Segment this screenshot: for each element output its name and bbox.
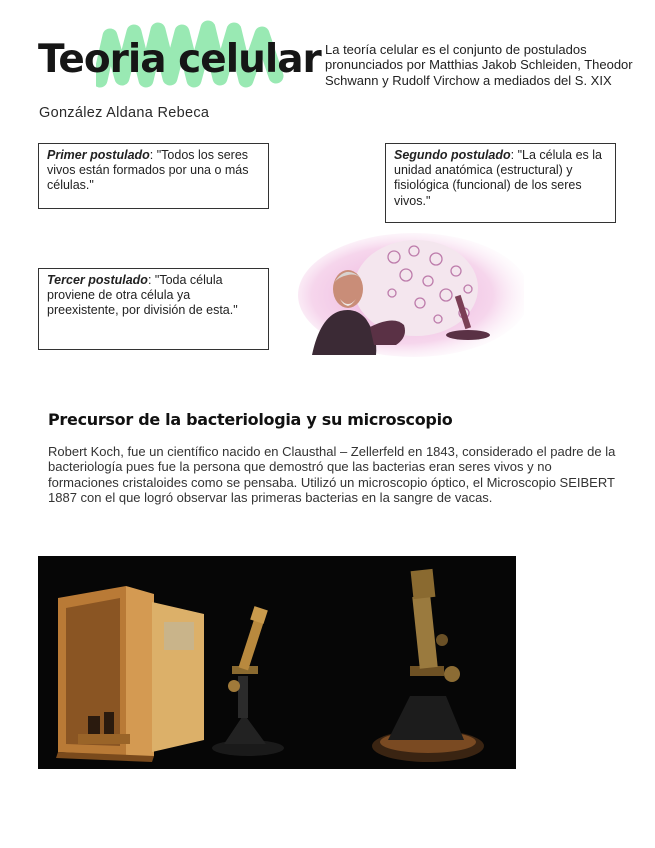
intro-paragraph: La teoría celular es el conjunto de postulados pronunciados por Matthias Jakob Schleiden, Theodor Schwann y Rudolf Virchow a mediados del S. XIX bbox=[325, 42, 633, 88]
postulate-box-first bbox=[38, 143, 269, 209]
page-title: Teoria celular bbox=[38, 37, 321, 82]
author-name: González Aldana Rebeca bbox=[39, 105, 210, 121]
microscopes-photo bbox=[38, 556, 516, 769]
scientist-illustration bbox=[296, 233, 524, 357]
postulate-label: Segundo postulado bbox=[394, 148, 511, 162]
postulate-label: Primer postulado bbox=[47, 148, 150, 162]
postulate-box-second bbox=[385, 143, 616, 223]
section-heading: Precursor de la bacteriologia y su microscopio bbox=[48, 410, 453, 429]
postulate-label: Tercer postulado bbox=[47, 273, 148, 287]
postulate-text: : "Toda célula proviene de otra célula ya preexistente, por división de esta." bbox=[47, 273, 238, 318]
postulate-text: : "La célula es la unidad anatómica (estructural) y fisiológica (funcional) de los seres vivos." bbox=[394, 148, 602, 208]
koch-paragraph: Robert Koch, fue un científico nacido en Clausthal – Zellerfeld en 1843, considerado el padre de la bacteriología pues fue la persona que demostró que las bacterias eran seres vivos y no formaciones cristaloides como se pensaba. Utilizó un microscopio óptico, el Microscopio SEIBERT 1887 con el que logró observar las primeras bacterias en la sangre de vacas. bbox=[48, 444, 616, 506]
postulate-box-third bbox=[38, 268, 269, 350]
postulate-text: : "Todos los seres vivos están formados por una o más células." bbox=[47, 148, 249, 193]
